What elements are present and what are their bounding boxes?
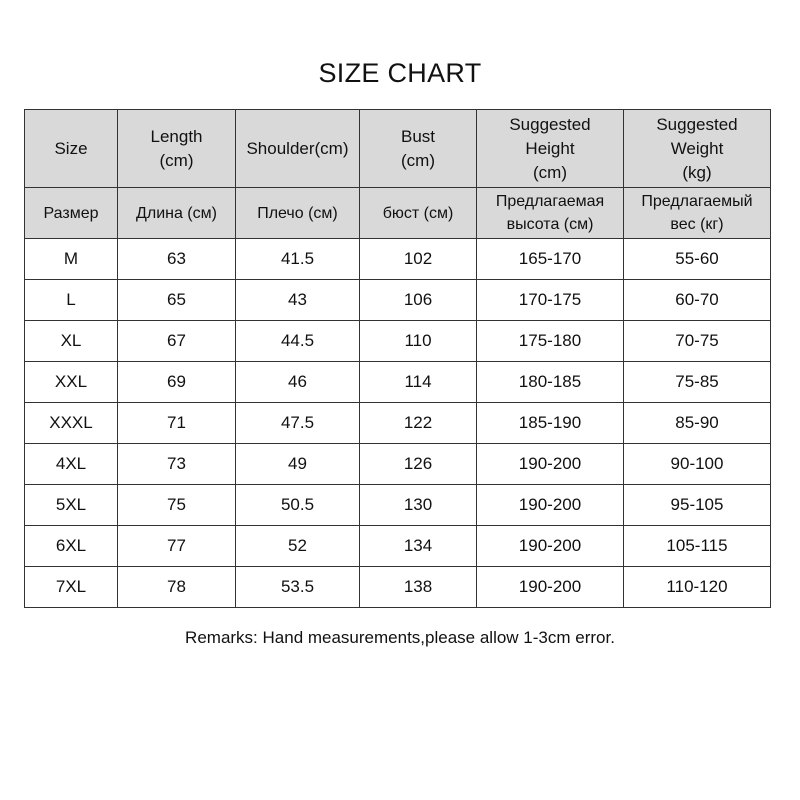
table-row-cell: 185-190 (477, 403, 624, 444)
table-row-cell: 53.5 (236, 567, 360, 608)
table-row (25, 485, 771, 526)
table-row-cell: 47.5 (236, 403, 360, 444)
table-row-cell: 52 (236, 526, 360, 567)
table-row (25, 321, 771, 362)
table-row-cell: M (25, 239, 118, 280)
header-row-ru-cell: Размер (25, 188, 118, 239)
table-row-cell: L (25, 280, 118, 321)
table-row-cell: 190-200 (477, 567, 624, 608)
table-row-cell: 4XL (25, 444, 118, 485)
header-row-en (25, 110, 771, 188)
table-row-cell: 105-115 (624, 526, 771, 567)
table-row-cell: XXXL (25, 403, 118, 444)
table-row-cell: 122 (360, 403, 477, 444)
table-row-cell: 114 (360, 362, 477, 403)
table-row-cell: 95-105 (624, 485, 771, 526)
table-row-cell: 130 (360, 485, 477, 526)
table-row-cell: 190-200 (477, 444, 624, 485)
table-row-cell: 75-85 (624, 362, 771, 403)
table-row-cell: 44.5 (236, 321, 360, 362)
table-row-cell: 126 (360, 444, 477, 485)
table-row-cell: 70-75 (624, 321, 771, 362)
table-row-cell: 90-100 (624, 444, 771, 485)
header-row-ru (25, 188, 771, 239)
table-row-cell: 75 (118, 485, 236, 526)
table-row-cell: 85-90 (624, 403, 771, 444)
table-row-cell: 102 (360, 239, 477, 280)
table-row-cell: 110-120 (624, 567, 771, 608)
table-row-cell: 73 (118, 444, 236, 485)
table-row-cell: 7XL (25, 567, 118, 608)
header-row-ru-cell: Предлагаемая высота (см) (477, 188, 624, 239)
table-row-cell: 60-70 (624, 280, 771, 321)
table-row-cell: 71 (118, 403, 236, 444)
table-row-cell: 165-170 (477, 239, 624, 280)
table-row-cell: 67 (118, 321, 236, 362)
table-row-cell: 190-200 (477, 526, 624, 567)
header-row-ru-cell: Предлагаемый вес (кг) (624, 188, 771, 239)
table-row (25, 239, 771, 280)
size-chart-table (24, 109, 771, 608)
table-row (25, 444, 771, 485)
header-row-en-cell: Length (cm) (118, 110, 236, 188)
table-row-cell: 43 (236, 280, 360, 321)
header-row-ru-cell: Длина (см) (118, 188, 236, 239)
header-row-en-cell: Suggested Weight (kg) (624, 110, 771, 188)
header-row-en-cell: Suggested Height (cm) (477, 110, 624, 188)
table-row-cell: 6XL (25, 526, 118, 567)
table-row-cell: 106 (360, 280, 477, 321)
table-row-cell: 134 (360, 526, 477, 567)
table-row-cell: 170-175 (477, 280, 624, 321)
table-row-cell: 77 (118, 526, 236, 567)
header-row-ru-cell: бюст (см) (360, 188, 477, 239)
table-row-cell: 49 (236, 444, 360, 485)
table-row-cell: 180-185 (477, 362, 624, 403)
table-row-cell: 69 (118, 362, 236, 403)
header-row-en-cell: Size (25, 110, 118, 188)
table-row-cell: 65 (118, 280, 236, 321)
table-row-cell: 63 (118, 239, 236, 280)
table-row-cell: XL (25, 321, 118, 362)
table-row-cell: 110 (360, 321, 477, 362)
table-row-cell: 46 (236, 362, 360, 403)
table-row-cell: 190-200 (477, 485, 624, 526)
header-row-en-cell: Shoulder(cm) (236, 110, 360, 188)
header-row-en-cell: Bust (cm) (360, 110, 477, 188)
table-row-cell: 175-180 (477, 321, 624, 362)
table-row-cell: 5XL (25, 485, 118, 526)
table-row (25, 403, 771, 444)
table-row (25, 280, 771, 321)
table-row-cell: 138 (360, 567, 477, 608)
header-row-ru-cell: Плечо (см) (236, 188, 360, 239)
remarks-note: Remarks: Hand measurements,please allow 1-3cm error. (185, 628, 615, 647)
table-row (25, 362, 771, 403)
table-row-cell: XXL (25, 362, 118, 403)
table-row-cell: 41.5 (236, 239, 360, 280)
page-title: SIZE CHART (318, 58, 482, 88)
table-row-cell: 78 (118, 567, 236, 608)
table-row (25, 526, 771, 567)
table-row-cell: 50.5 (236, 485, 360, 526)
table-row-cell: 55-60 (624, 239, 771, 280)
table-row (25, 567, 771, 608)
